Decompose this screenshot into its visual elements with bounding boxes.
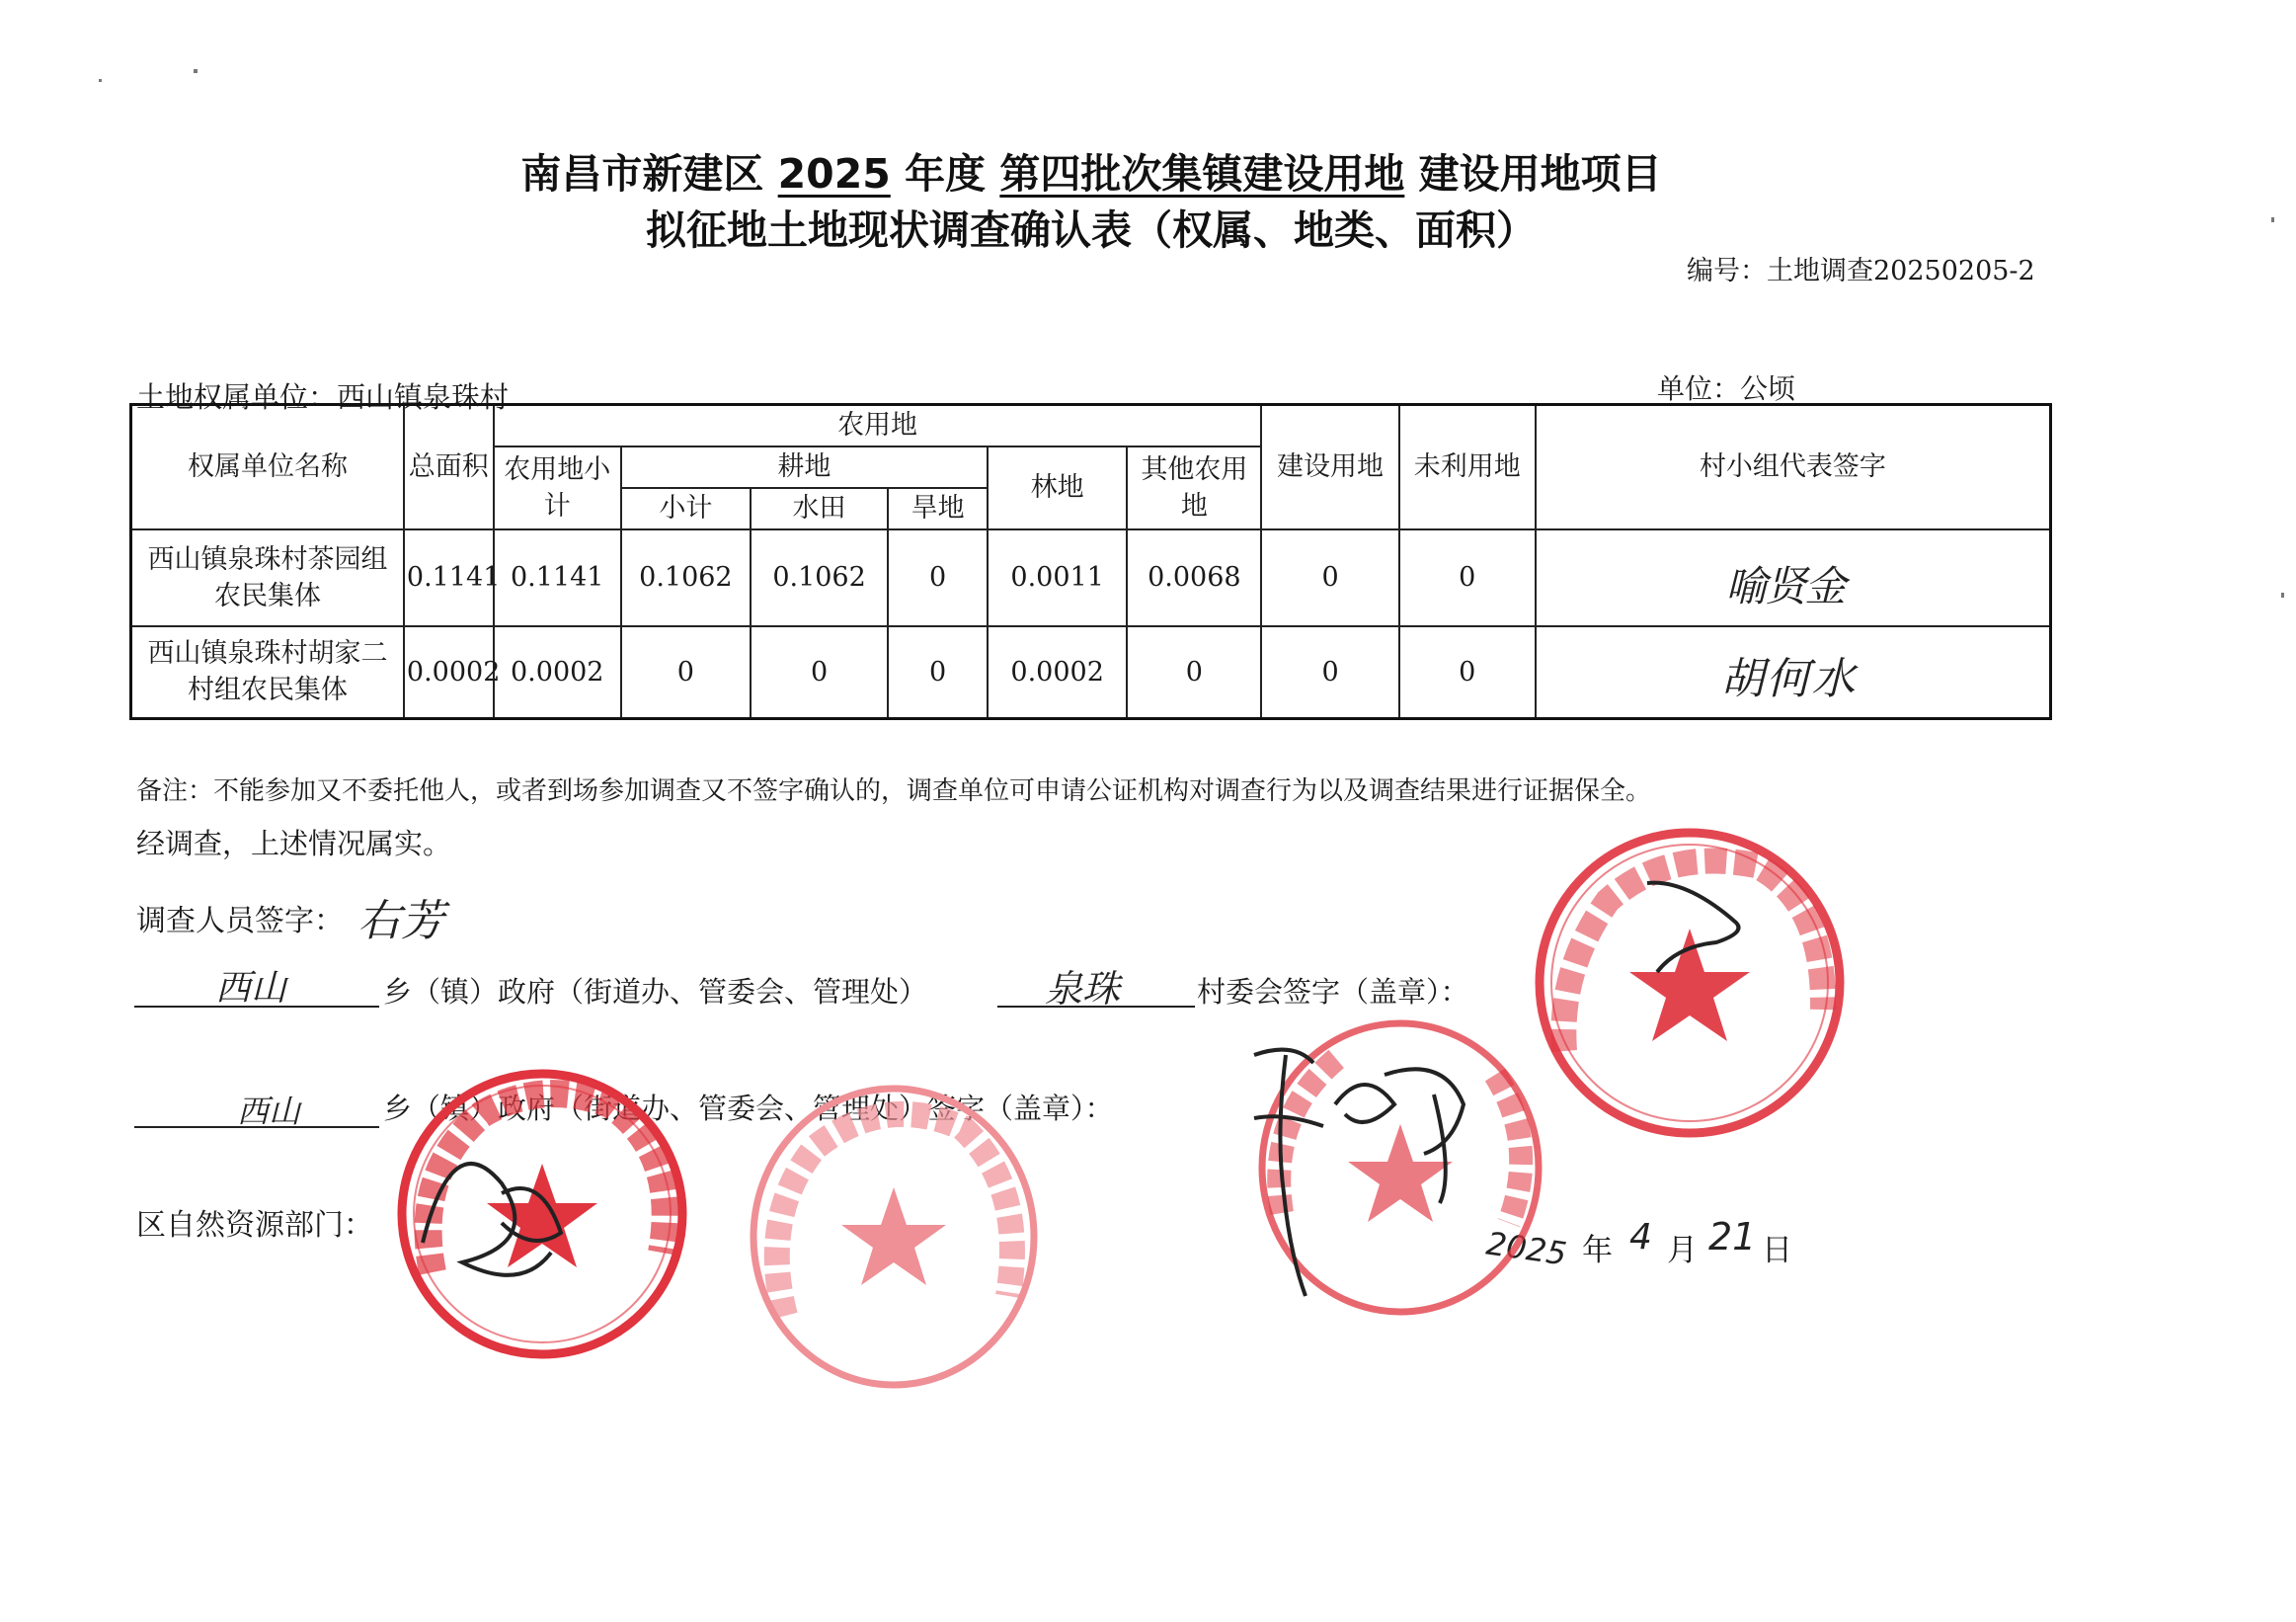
header-farmland: 农用地 [494, 405, 1262, 446]
township-government-seal-faint [746, 1079, 1042, 1395]
cell-construction: 0 [1261, 626, 1398, 719]
investigator-label: 调查人员签字： [136, 904, 344, 938]
cell-total: 0.0002 [404, 626, 494, 719]
table-row [131, 529, 2051, 626]
date-month-handwritten: 4 [1629, 1217, 1652, 1257]
cell-total: 0.1141 [404, 529, 494, 626]
cell-farm-subtotal: 0.1141 [494, 529, 621, 626]
town-service-center-seal [393, 1065, 691, 1363]
handwritten-signature: 胡何水 [1720, 653, 1858, 704]
cell-owner-name: 西山镇泉珠村茶园组农民集体 [131, 529, 404, 626]
cell-forest: 0.0002 [988, 626, 1127, 719]
scan-speck [2281, 593, 2284, 598]
cell-unused: 0 [1399, 626, 1536, 719]
date-year-handwritten: 2025 [1483, 1224, 1569, 1273]
cell-arable-subtotal: 0 [621, 626, 751, 719]
cell-rep-signature [1536, 626, 2051, 719]
handwritten-signature: 喻贤金 [1725, 562, 1845, 610]
header-forest: 林地 [988, 446, 1127, 529]
title-year-suffix: 年度 [905, 150, 987, 198]
cell-forest: 0.0011 [988, 529, 1127, 626]
confirmation-text: 经调查，上述情况属实。 [136, 827, 452, 860]
header-construction: 建设用地 [1261, 405, 1398, 529]
title-region: 南昌市新建区 [520, 150, 764, 198]
date-year-label: 年 [1582, 1233, 1613, 1268]
line1-suffix: 村委会签字（盖章）： [1197, 975, 1469, 1009]
title-year: 2025 [777, 150, 891, 198]
header-arable: 耕地 [621, 446, 988, 488]
header-dry: 旱地 [888, 488, 988, 529]
table-row [131, 626, 2051, 719]
handwritten-village: 泉珠 [1045, 967, 1121, 1011]
cell-owner-name: 西山镇泉珠村胡家二村组农民集体 [131, 626, 404, 719]
dept-label: 区自然资源部门： [136, 1208, 373, 1243]
investigator-signature: 右芳 [357, 896, 444, 946]
header-rep-sign: 村小组代表签字 [1536, 405, 2051, 529]
cell-rep-signature [1536, 529, 2051, 626]
document-title-line2: 拟征地土地现状调查确认表（权属、地类、面积） [646, 206, 1537, 254]
document-title-line1 [0, 141, 2182, 200]
title-project: 建设用地项目 [1418, 150, 1662, 198]
header-other-farm: 其他农用地 [1127, 446, 1261, 529]
cell-paddy: 0.1062 [751, 529, 888, 626]
header-paddy: 水田 [751, 488, 888, 529]
cell-dry: 0 [888, 529, 988, 626]
header-farmland-subtotal: 农用地小计 [494, 446, 621, 529]
handwritten-town-1: 西山 [215, 968, 287, 1009]
date-day-handwritten: 21 [1708, 1215, 1757, 1258]
scan-speck [2271, 217, 2274, 222]
owner-unit: 土地权属单位：西山镇泉珠村 [136, 380, 510, 414]
handwritten-town-2: 西山 [237, 1093, 301, 1130]
header-total-area: 总面积 [404, 405, 494, 529]
header-unused: 未利用地 [1399, 405, 1536, 529]
header-arable-subtotal: 小计 [621, 488, 751, 529]
date-month-label: 月 [1667, 1233, 1698, 1268]
scan-speck [99, 79, 102, 82]
cell-farm-subtotal: 0.0002 [494, 626, 621, 719]
land-survey-table [129, 403, 2052, 720]
serial-number: 编号：土地调查20250205-2 [1687, 256, 2035, 286]
header-owner-name: 权属单位名称 [131, 405, 404, 529]
cell-construction: 0 [1261, 529, 1398, 626]
line1-government-text: 乡（镇）政府（街道办、管委会、管理处） [383, 975, 928, 1009]
village-committee-seal [1529, 822, 1851, 1144]
title-batch: 第四批次集镇建设用地 [999, 150, 1405, 198]
cell-other-farm: 0.0068 [1127, 529, 1261, 626]
scan-speck [194, 69, 198, 73]
line2-government-text: 乡（镇）政府（街道办、管委会、管理处）签字（盖章）： [383, 1092, 1114, 1125]
note-text: 备注：不能参加又不委托他人，或者到场参加调查又不签字确认的，调查单位可申请公证机构对调查行为以及调查结果进行证据保全。 [136, 776, 1652, 806]
cell-other-farm: 0 [1127, 626, 1261, 719]
cell-dry: 0 [888, 626, 988, 719]
cell-unused: 0 [1399, 529, 1536, 626]
cell-paddy: 0 [751, 626, 888, 719]
official-signature-strokes [1236, 1035, 1493, 1332]
cell-arable-subtotal: 0.1062 [621, 529, 751, 626]
area-unit: 单位：公顷 [1657, 372, 1796, 405]
date-day-label: 日 [1762, 1233, 1792, 1268]
